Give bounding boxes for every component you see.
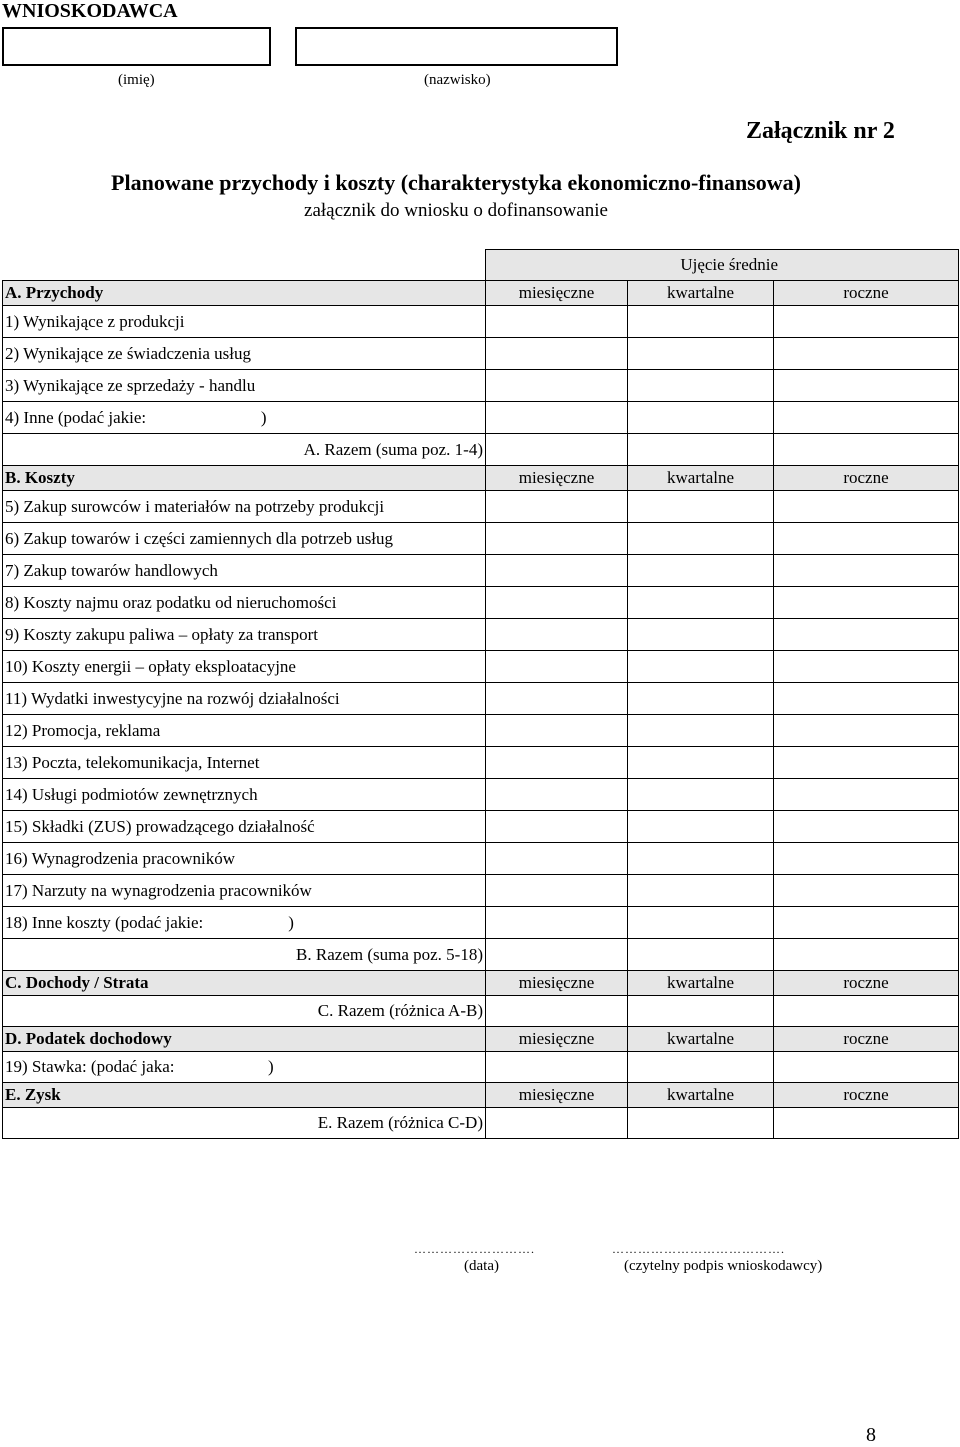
cell-quarterly[interactable] [628, 996, 774, 1027]
row-label: 16) Wynagrodzenia pracowników [3, 843, 486, 875]
cell-quarterly[interactable] [628, 587, 774, 619]
cell-monthly[interactable] [486, 939, 628, 971]
row-label: 4) Inne (podać jakie: ) [3, 402, 486, 434]
cell-monthly[interactable] [486, 843, 628, 875]
last-name-caption: (nazwisko) [424, 72, 491, 88]
cell-yearly[interactable] [774, 811, 959, 843]
cell-yearly[interactable] [774, 1052, 959, 1083]
row-label: 5) Zakup surowców i materiałów na potrzeby produkcji [3, 491, 486, 523]
cell-yearly[interactable] [774, 370, 959, 402]
cell-yearly[interactable] [774, 555, 959, 587]
signature-dots: …………………………………. [612, 1242, 785, 1256]
row-label: 1) Wynikające z produkcji [3, 306, 486, 338]
cell-monthly[interactable] [486, 811, 628, 843]
cell-quarterly[interactable] [628, 683, 774, 715]
cell-monthly[interactable] [486, 1052, 628, 1083]
cell-yearly[interactable] [774, 402, 959, 434]
cell-monthly[interactable] [486, 434, 628, 466]
cell-quarterly[interactable] [628, 434, 774, 466]
cell-quarterly[interactable] [628, 843, 774, 875]
col-quarterly: kwartalne [628, 466, 774, 491]
col-quarterly: kwartalne [628, 1027, 774, 1052]
cell-quarterly[interactable] [628, 1108, 774, 1139]
row-label: 18) Inne koszty (podać jakie: ) [3, 907, 486, 939]
col-yearly: roczne [774, 1083, 959, 1108]
first-name-caption: (imię) [118, 72, 155, 88]
cell-quarterly[interactable] [628, 779, 774, 811]
last-name-field[interactable] [295, 27, 618, 66]
applicant-label: WNIOSKODAWCA [2, 0, 178, 22]
cell-yearly[interactable] [774, 587, 959, 619]
cell-quarterly[interactable] [628, 1052, 774, 1083]
section-d-title: D. Podatek dochodowy [3, 1027, 486, 1052]
col-yearly: roczne [774, 1027, 959, 1052]
row-label: 10) Koszty energii – opłaty eksploatacyjne [3, 651, 486, 683]
col-quarterly: kwartalne [628, 1083, 774, 1108]
section-e-title: E. Zysk [3, 1083, 486, 1108]
cell-yearly[interactable] [774, 875, 959, 907]
cell-monthly[interactable] [486, 587, 628, 619]
first-name-field[interactable] [2, 27, 271, 66]
signature-caption: (czytelny podpis wnioskodawcy) [624, 1258, 823, 1274]
cell-yearly[interactable] [774, 747, 959, 779]
cell-monthly[interactable] [486, 747, 628, 779]
cell-yearly[interactable] [774, 491, 959, 523]
col-yearly: roczne [774, 971, 959, 996]
cell-yearly[interactable] [774, 338, 959, 370]
cell-quarterly[interactable] [628, 402, 774, 434]
cell-quarterly[interactable] [628, 651, 774, 683]
row-label: 3) Wynikające ze sprzedaży - handlu [3, 370, 486, 402]
cell-monthly[interactable] [486, 619, 628, 651]
cell-yearly[interactable] [774, 939, 959, 971]
row-label: 2) Wynikające ze świadczenia usług [3, 338, 486, 370]
cell-quarterly[interactable] [628, 907, 774, 939]
cell-quarterly[interactable] [628, 747, 774, 779]
cell-monthly[interactable] [486, 1108, 628, 1139]
cell-quarterly[interactable] [628, 811, 774, 843]
cell-quarterly[interactable] [628, 306, 774, 338]
section-c-title: C. Dochody / Strata [3, 971, 486, 996]
section-e-total: E. Razem (różnica C-D) [3, 1108, 486, 1139]
cell-yearly[interactable] [774, 523, 959, 555]
cell-monthly[interactable] [486, 402, 628, 434]
cell-quarterly[interactable] [628, 338, 774, 370]
cell-yearly[interactable] [774, 306, 959, 338]
cell-yearly[interactable] [774, 996, 959, 1027]
col-yearly: roczne [774, 466, 959, 491]
col-monthly: miesięczne [486, 1027, 628, 1052]
date-caption: (data) [464, 1258, 499, 1274]
section-c-total: C. Razem (różnica A-B) [3, 996, 486, 1027]
cell-quarterly[interactable] [628, 555, 774, 587]
row-label: 6) Zakup towarów i części zamiennych dla potrzeb usług [3, 523, 486, 555]
date-dots: ………………………. [414, 1242, 535, 1256]
cell-monthly[interactable] [486, 779, 628, 811]
empty-corner [3, 250, 486, 281]
col-monthly: miesięczne [486, 281, 628, 306]
col-yearly: roczne [774, 281, 959, 306]
row-label: 17) Narzuty na wynagrodzenia pracowników [3, 875, 486, 907]
section-a-total: A. Razem (suma poz. 1-4) [3, 434, 486, 466]
cell-quarterly[interactable] [628, 715, 774, 747]
page-title: Planowane przychody i koszty (charakterystyka ekonomiczno-finansowa) [111, 170, 801, 195]
col-monthly: miesięczne [486, 466, 628, 491]
row-label: 8) Koszty najmu oraz podatku od nieruchomości [3, 587, 486, 619]
cell-quarterly[interactable] [628, 875, 774, 907]
cell-yearly[interactable] [774, 779, 959, 811]
row-label: 9) Koszty zakupu paliwa – opłaty za transport [3, 619, 486, 651]
row-label: 7) Zakup towarów handlowych [3, 555, 486, 587]
cell-yearly[interactable] [774, 619, 959, 651]
cell-monthly[interactable] [486, 715, 628, 747]
cell-quarterly[interactable] [628, 370, 774, 402]
cell-quarterly[interactable] [628, 491, 774, 523]
row-label: 13) Poczta, telekomunikacja, Internet [3, 747, 486, 779]
page-number: 8 [866, 1424, 876, 1446]
section-a-title: A. Przychody [3, 281, 486, 306]
cell-monthly[interactable] [486, 683, 628, 715]
cell-yearly[interactable] [774, 907, 959, 939]
row-label: 14) Usługi podmiotów zewnętrznych [3, 779, 486, 811]
row-label: 19) Stawka: (podać jaka: ) [3, 1052, 486, 1083]
cell-monthly[interactable] [486, 306, 628, 338]
section-b-total: B. Razem (suma poz. 5-18) [3, 939, 486, 971]
row-label: 15) Składki (ZUS) prowadzącego działalność [3, 811, 486, 843]
cell-yearly[interactable] [774, 683, 959, 715]
col-quarterly: kwartalne [628, 971, 774, 996]
averaging-header: Ujęcie średnie [486, 250, 959, 281]
cell-monthly[interactable] [486, 651, 628, 683]
cell-yearly[interactable] [774, 843, 959, 875]
section-b-title: B. Koszty [3, 466, 486, 491]
cell-yearly[interactable] [774, 1108, 959, 1139]
col-monthly: miesięczne [486, 1083, 628, 1108]
attachment-label: Załącznik nr 2 [746, 118, 895, 144]
cell-monthly[interactable] [486, 370, 628, 402]
financial-table [2, 249, 959, 1139]
cell-monthly[interactable] [486, 523, 628, 555]
cell-yearly[interactable] [774, 715, 959, 747]
cell-monthly[interactable] [486, 907, 628, 939]
cell-monthly[interactable] [486, 875, 628, 907]
cell-quarterly[interactable] [628, 523, 774, 555]
cell-quarterly[interactable] [628, 619, 774, 651]
row-label: 12) Promocja, reklama [3, 715, 486, 747]
cell-monthly[interactable] [486, 996, 628, 1027]
col-quarterly: kwartalne [628, 281, 774, 306]
page-subtitle: załącznik do wniosku o dofinansowanie [304, 200, 608, 221]
cell-monthly[interactable] [486, 491, 628, 523]
cell-quarterly[interactable] [628, 939, 774, 971]
row-label: 11) Wydatki inwestycyjne na rozwój działalności [3, 683, 486, 715]
cell-monthly[interactable] [486, 555, 628, 587]
cell-yearly[interactable] [774, 651, 959, 683]
col-monthly: miesięczne [486, 971, 628, 996]
cell-monthly[interactable] [486, 338, 628, 370]
cell-yearly[interactable] [774, 434, 959, 466]
